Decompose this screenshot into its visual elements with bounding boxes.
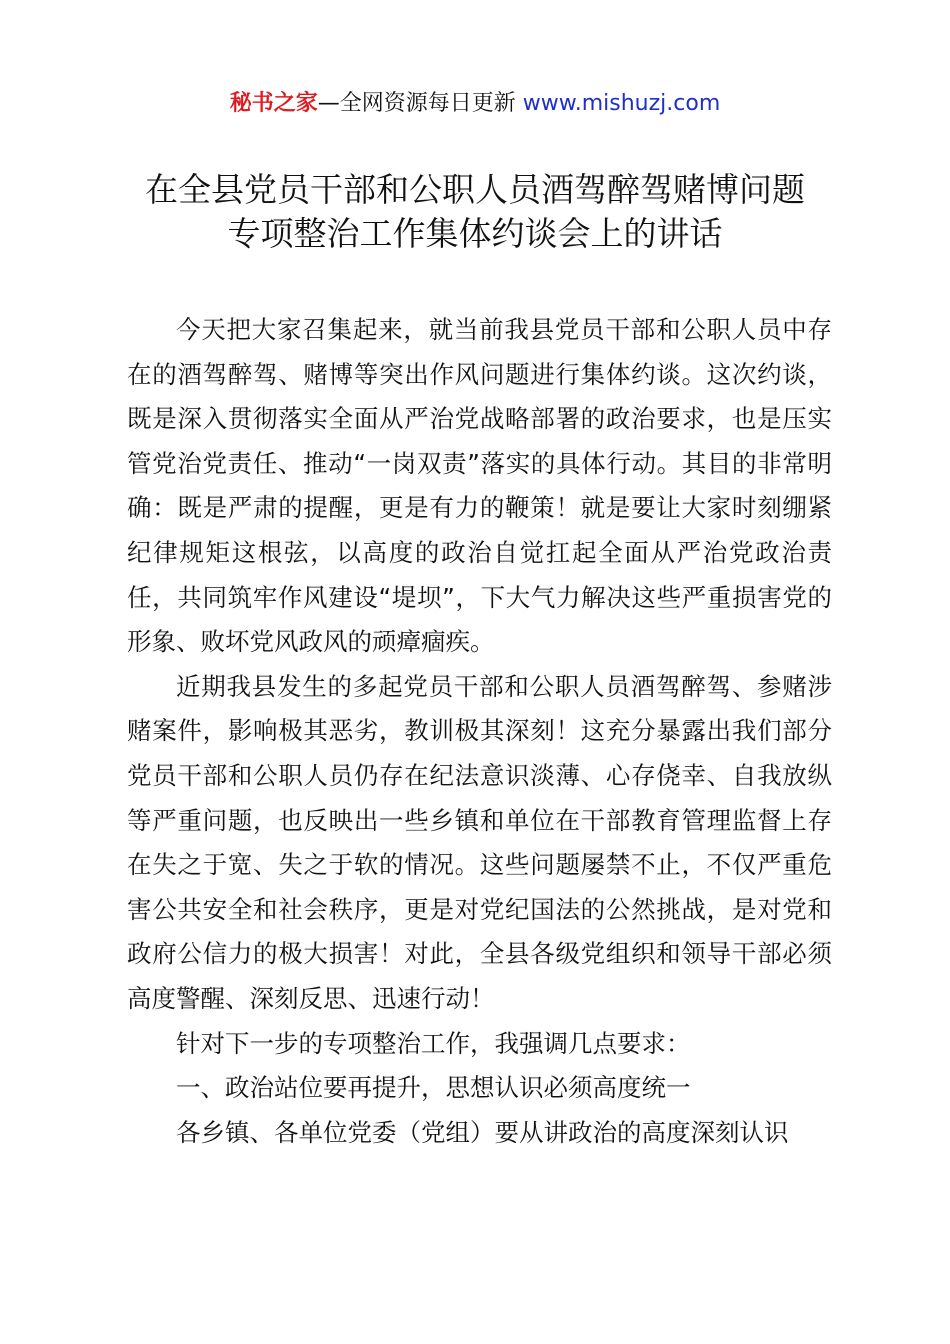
document-body	[127, 308, 832, 1155]
document-title	[100, 168, 850, 256]
title-line-2: 专项整治工作集体约谈会上的讲话	[227, 214, 723, 253]
site-url-link[interactable]: www.mishuzj.com	[522, 91, 721, 116]
site-tagline: —全网资源每日更新	[317, 91, 523, 116]
paragraph-cases: 近期我县发生的多起党员干部和公职人员酒驾醉驾、参赌涉赌案件，影响极其恶劣，教训极其深刻！这充分暴露出我们部分党员干部和公职人员仍存在纪法意识淡薄、心存侥幸、自我放纵等严重问题，也反映出一些乡镇和单位在干部教育管理监督上存在失之于宽、失之于软的情况。这些问题屡禁不止，不仅严重危害公共安全和社会秩序，更是对党纪国法的公然挑战，是对党和政府公信力的极大损害！对此，全县各级党组织和领导干部必须高度警醒、深刻反思、迅速行动！	[127, 671, 832, 1013]
site-brand: 秘书之家	[229, 91, 318, 116]
title-line-1: 在全县党员干部和公职人员酒驾醉驾赌博问题	[145, 170, 805, 209]
section-heading-1: 一、政治站位要再提升，思想认识必须高度统一	[176, 1073, 691, 1103]
paragraph-intro: 今天把大家召集起来，就当前我县党员干部和公职人员中存在的酒驾醉驾、赌博等突出作风问题进行集体约谈。这次约谈，既是深入贯彻落实全面从严治党战略部署的政治要求，也是压实管党治党责任、推动“一岗双责”落实的具体行动。其目的非常明确：既是严肃的提醒，更是有力的鞭策！就是要让大家时刻绷紧纪律规矩这根弦，以高度的政治自觉扛起全面从严治党政治责任，共同筑牢作风建设“堤坝”，下大气力解决这些严重损害党的形象、败坏党风政风的顽瘴痼疾。	[127, 315, 832, 657]
paragraph-section-1: 各乡镇、各单位党委（党组）要从讲政治的高度深刻认识	[176, 1117, 789, 1147]
site-header	[0, 88, 950, 120]
paragraph-requirements-lead: 针对下一步的专项整治工作，我强调几点要求：	[176, 1028, 691, 1058]
